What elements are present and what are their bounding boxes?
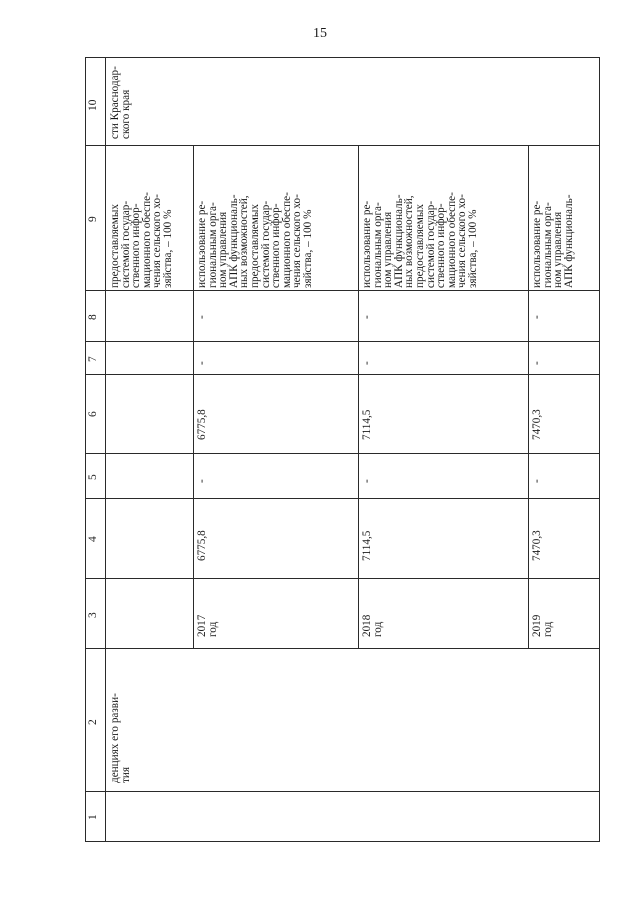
row-2017-indicator: использование ре- гиональным орга- ном управления АПК функциональ- ных возможностей, предоставляемых системой государ- ственного инфор- мационного обеспе- чения сельского хо- зяйства, – 100 % [196, 192, 314, 288]
header-col-4: 4 [87, 536, 99, 542]
row-sep-2019 [528, 145, 529, 648]
col-sep-1-2 [85, 791, 600, 792]
header-col-3: 3 [87, 612, 99, 618]
row-2018-total: 7114,5 [361, 530, 373, 561]
row-2018-federal: - [361, 479, 373, 483]
header-col-6: 6 [87, 411, 99, 417]
indicator-text-cont: предоставляемых системой государ- ственного инфор- мационного обеспе- чения сельского хо- зяйства, – 100 % [109, 192, 174, 288]
border-top [85, 57, 600, 58]
row-sep-2018 [358, 145, 359, 648]
row-2018-regional: 7114,5 [361, 409, 373, 440]
rotated-table [85, 57, 600, 842]
header-col-1: 1 [87, 814, 99, 820]
row-2019-indicator: использование ре- гиональным орга- ном управления АПК функциональ- [531, 194, 575, 288]
col-sep-5-6 [85, 453, 600, 454]
border-bottom [85, 841, 600, 842]
executor-cont: сти Краснодар- ского края [109, 66, 132, 139]
col-sep-7-8 [85, 341, 600, 342]
header-col-10: 10 [87, 99, 99, 111]
row-2019-regional: 7470,3 [531, 409, 543, 440]
row-2019-other: - [531, 315, 543, 319]
row-2018-other: - [361, 315, 373, 319]
row-2018-year: 2018 год [361, 614, 384, 637]
row-2017-year: 2017 год [196, 614, 219, 637]
header-col-7: 7 [87, 356, 99, 362]
page-number: 15 [313, 26, 327, 41]
col-sep-9-10 [85, 145, 600, 146]
row-2019-federal: - [531, 479, 543, 483]
row-2019-year: 2019 год [531, 614, 554, 637]
row-2018-indicator: использование ре- гиональным орга- ном управления АПК функциональ- ных возможностей, предоставляемых системой государ- ственного инфор- мационного обеспе- чения сельского хо- зяйства, – 100 % [361, 192, 479, 288]
header-col-8: 8 [87, 314, 99, 320]
row-2017-other: - [196, 315, 208, 319]
col-sep-4-5 [85, 498, 600, 499]
row-2017-total: 6775,8 [196, 530, 208, 561]
row-2017-regional: 6775,8 [196, 409, 208, 440]
row-2018-local: - [361, 361, 373, 365]
header-sep [105, 57, 106, 842]
row-sep-2017 [193, 145, 194, 648]
col-sep-3-4 [85, 578, 600, 579]
row-2019-local: - [531, 361, 543, 365]
col-sep-6-7 [85, 374, 600, 375]
row-2019-total: 7470,3 [531, 530, 543, 561]
row-2017-federal: - [196, 479, 208, 483]
header-col-2: 2 [87, 719, 99, 725]
col-sep-8-9 [85, 290, 600, 291]
row-2017-local: - [196, 361, 208, 365]
border-left [85, 57, 86, 842]
border-right [599, 57, 600, 842]
header-col-5: 5 [87, 474, 99, 480]
header-col-9: 9 [87, 216, 99, 222]
col-sep-2-3 [85, 648, 600, 649]
indicator-name-cont: денциях его разви- тия [109, 693, 132, 783]
